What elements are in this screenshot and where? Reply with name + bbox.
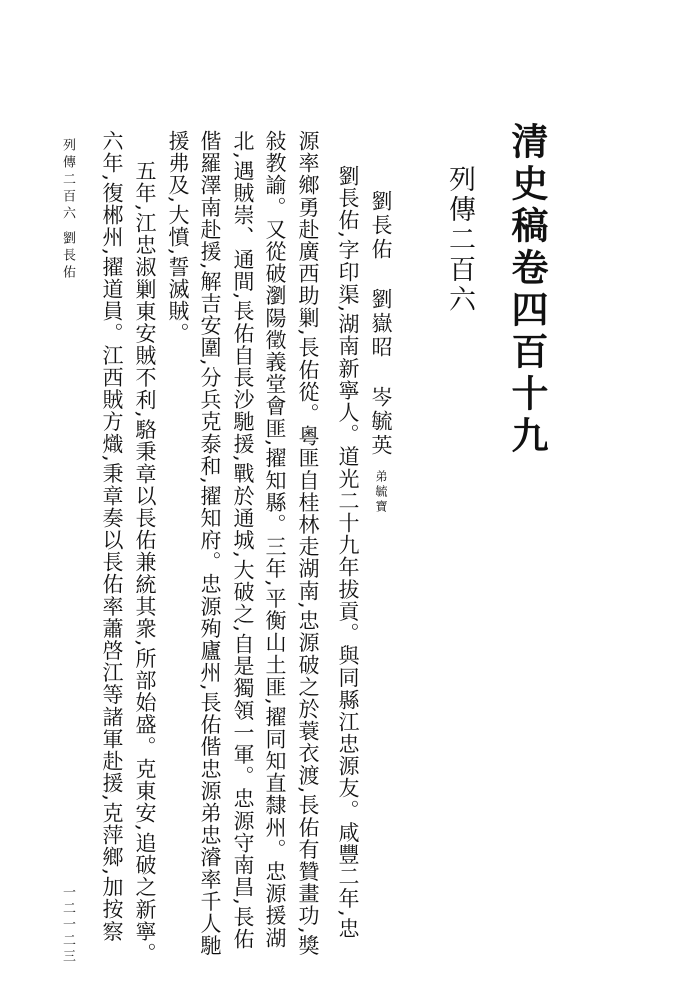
text-column-2: 源率鄉勇赴廣西助剿,長佑從。粵匪自桂林走湖南,忠源破之於蓑衣渡,長佑有贊畫功,獎 xyxy=(296,130,320,957)
biography-names xyxy=(366,190,396,520)
text-column-4: 北,遇賊崇、通間,長佑自長沙馳援,戰於通城,大破之,自是獨領一軍。忠源守南昌,長佑 xyxy=(231,130,255,951)
text-column-5: 偕羅澤南赴援,解吉安圍,分兵克泰和,擢知府。忠源殉廬州,長佑偕忠源弟忠濬率千人馳 xyxy=(198,130,222,957)
text-column-8: 六年,復郴州,擢道員。江西賊方熾,秉章奏以長佑率蕭啓江等諸軍赴援,克萍鄉,加按察 xyxy=(100,130,124,943)
text-column-6: 援弗及,大憤,誓滅賊。 xyxy=(166,130,190,345)
name-liu-changyou: 劉長佑 xyxy=(369,190,393,262)
text-column-1: 劉長佑,字印渠,湖南新寧人。道光二十九年拔貢。與同縣江忠源友。咸豐二年,忠 xyxy=(336,165,360,940)
chapter-heading: 列傳二百六 xyxy=(444,165,475,315)
name-cen-yuying: 岑毓英 xyxy=(369,386,393,458)
volume-title: 清史稿卷四百十九 xyxy=(505,122,549,458)
text-column-3: 敍教諭。又從破瀏陽徵義堂會匪,擢知縣。三年,平衡山土匪,擢同知直隸州。忠源援湖 xyxy=(263,130,287,949)
text-column-7: 五年,江忠淑剿東安賊不利,駱秉章以長佑兼統其衆,所部始盛。克東安,追破之新寧。 xyxy=(133,160,157,965)
name-note: 弟毓寶 xyxy=(374,470,388,515)
name-liu-yuezhao: 劉嶽昭 xyxy=(369,288,393,360)
page-number: 一二一二三 xyxy=(60,885,75,965)
running-footer: 列傳二百六 劉長佑 xyxy=(60,138,75,283)
